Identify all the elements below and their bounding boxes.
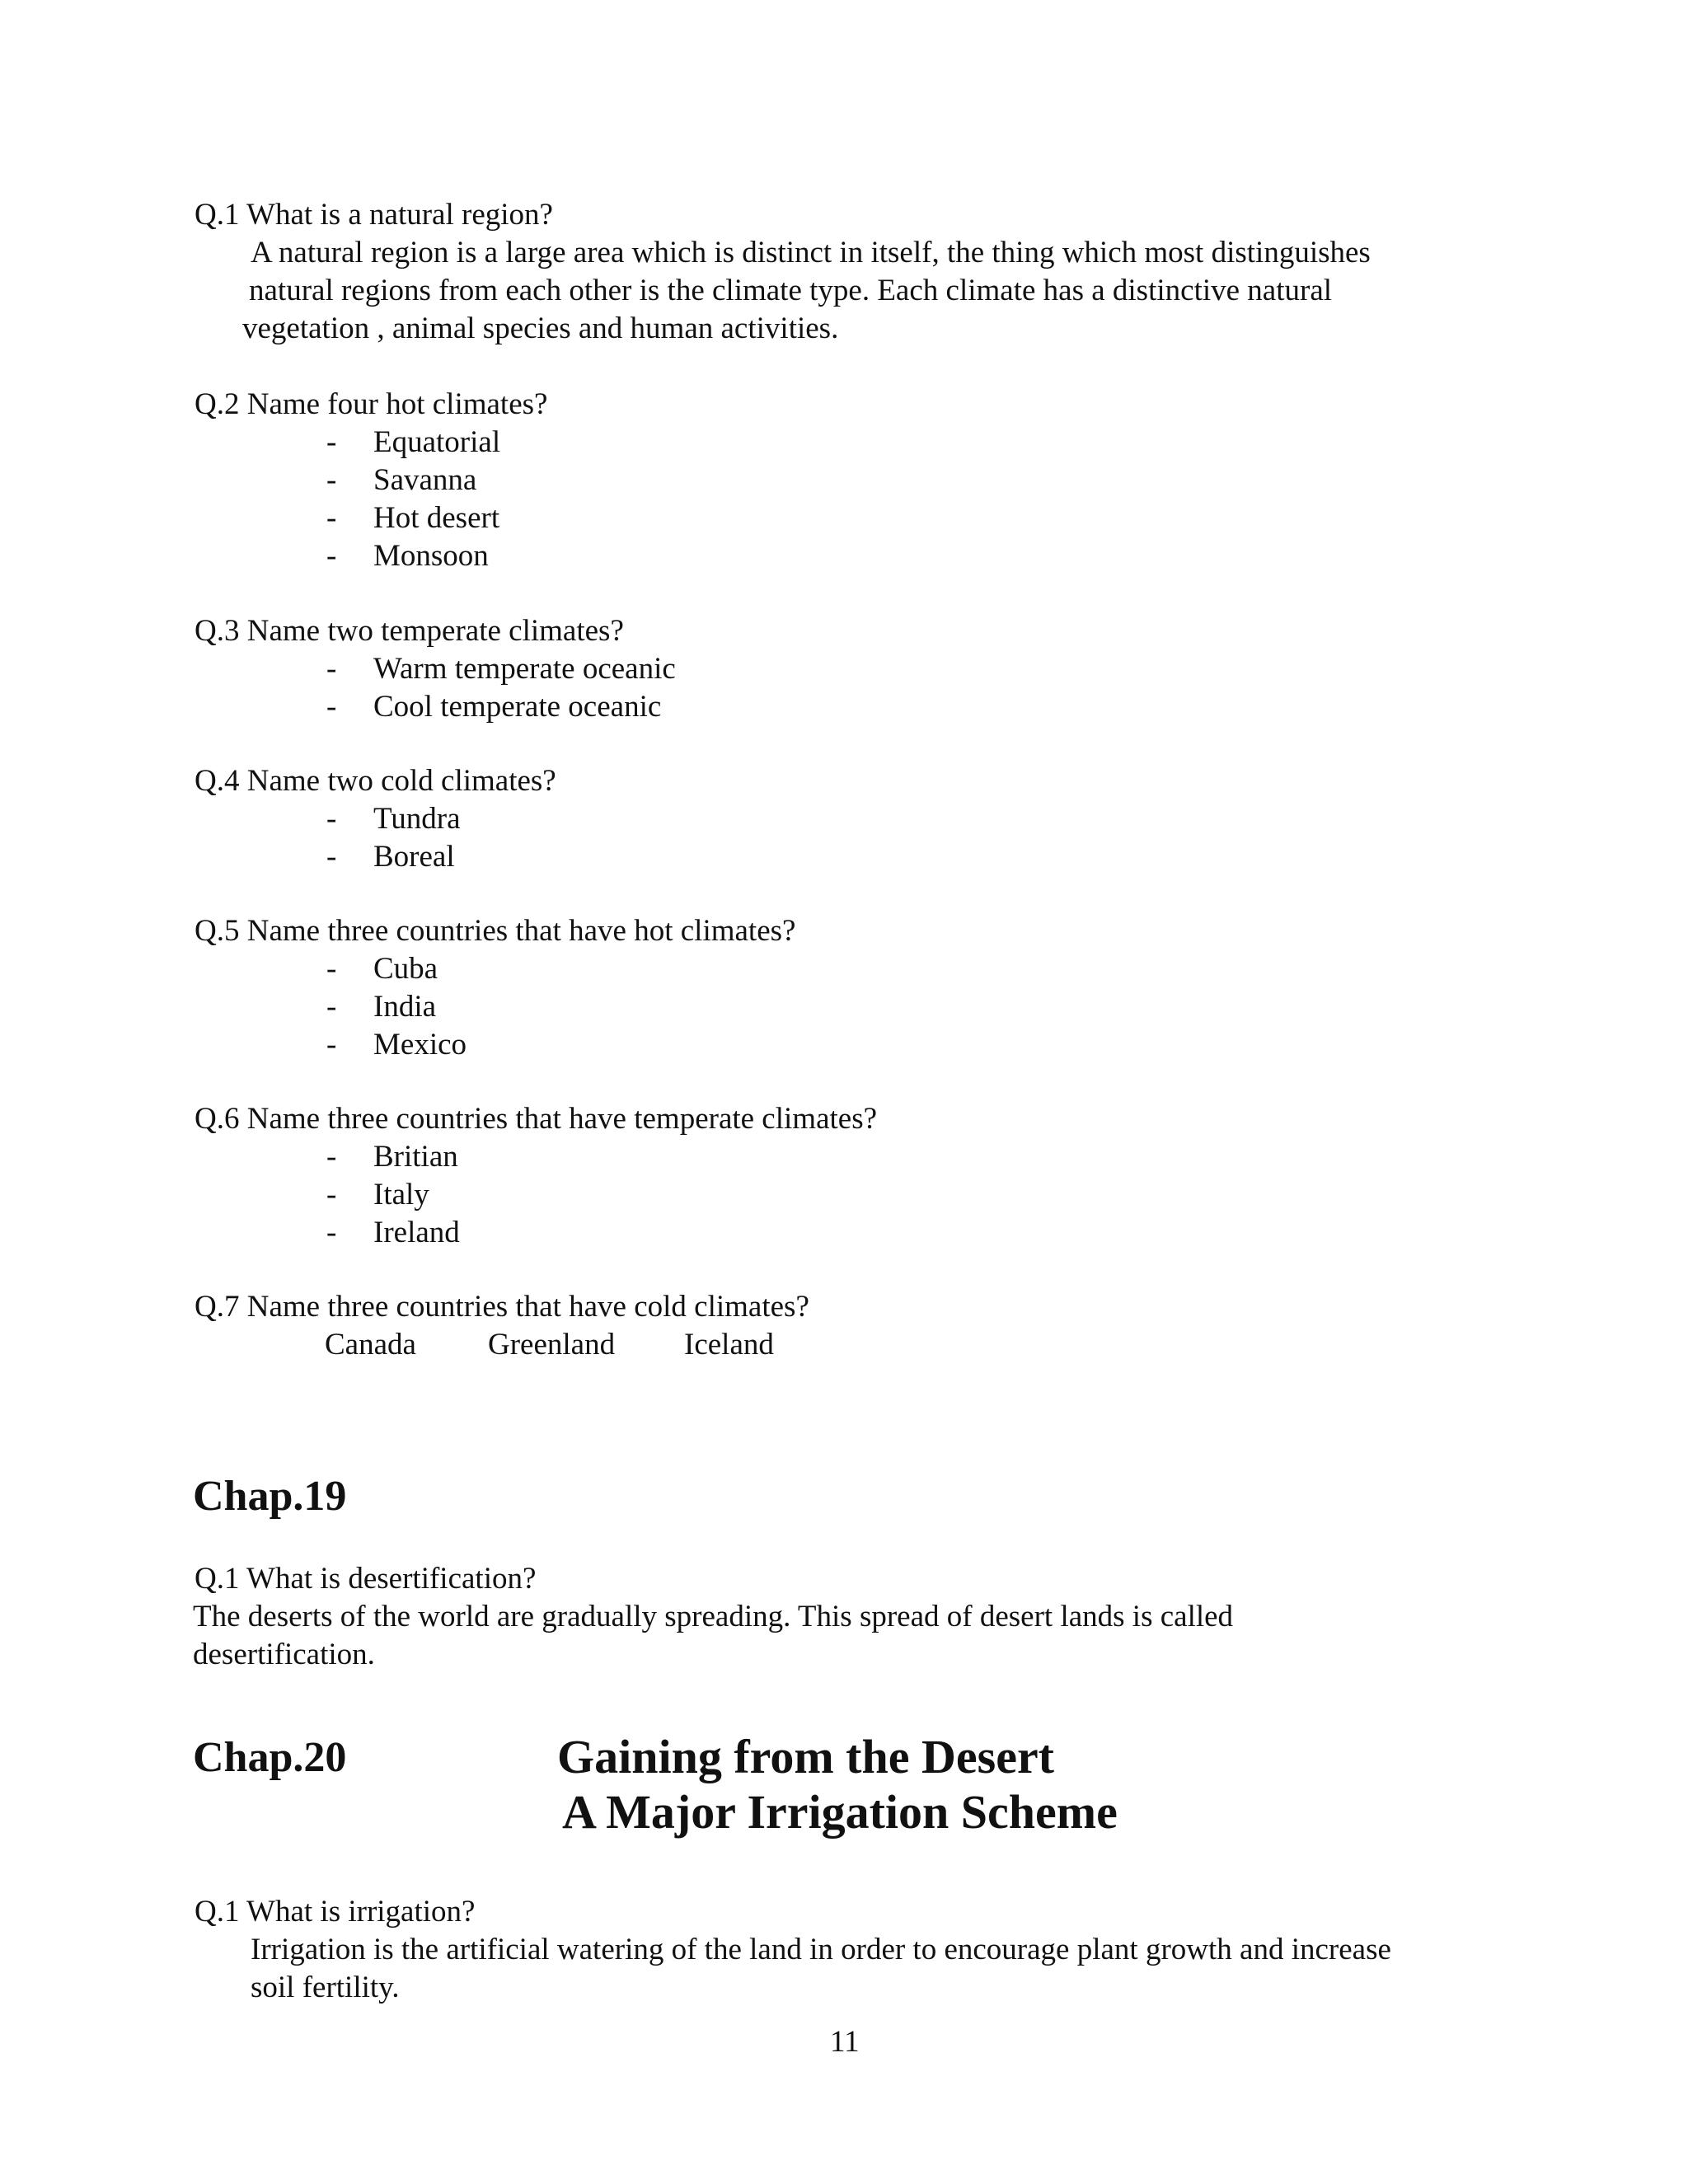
- bullet-dash: -: [326, 1178, 337, 1212]
- list-item: Cool temperate oceanic: [373, 690, 662, 724]
- bullet-dash: -: [326, 690, 337, 724]
- list-item: India: [373, 990, 437, 1024]
- answer-line: The deserts of the world are gradually spreading. This spread of desert lands is called: [193, 1600, 1234, 1633]
- list-item: Iceland: [684, 1328, 774, 1361]
- question-q6: Q.6 Name three countries that have temperate climates?: [195, 1102, 878, 1136]
- page-number: 11: [830, 2025, 860, 2059]
- answer-line: A natural region is a large area which is distinct in itself, the thing which most distinguishes: [251, 236, 1371, 269]
- answer-line: natural regions from each other is the climate type. Each climate has a distinctive natural: [249, 274, 1333, 307]
- bullet-dash: -: [326, 501, 337, 535]
- list-item: Canada: [325, 1328, 416, 1361]
- answer-line: soil fertility.: [251, 1971, 400, 2004]
- bullet-dash: -: [326, 990, 337, 1024]
- list-item: Hot desert: [373, 501, 500, 535]
- list-item: Boreal: [373, 840, 455, 874]
- answer-line: Irrigation is the artificial watering of the land in order to encourage plant growth and increase: [251, 1933, 1391, 1966]
- list-item: Italy: [373, 1178, 429, 1212]
- bullet-dash: -: [326, 840, 337, 874]
- question-q1: Q.1 What is a natural region?: [195, 198, 553, 232]
- bullet-dash: -: [326, 1140, 337, 1174]
- list-item: Warm temperate oceanic: [373, 652, 676, 686]
- question-desertification: Q.1 What is desertification?: [195, 1562, 537, 1596]
- chapter-heading-19: Chap.19: [193, 1473, 347, 1520]
- answer-line: vegetation , animal species and human activities.: [242, 312, 839, 345]
- chapter-title-line-1: Gaining from the Desert: [557, 1730, 1054, 1783]
- list-item: Cuba: [373, 952, 438, 986]
- question-q7: Q.7 Name three countries that have cold climates?: [195, 1290, 809, 1324]
- bullet-dash: -: [326, 539, 337, 573]
- list-item: Tundra: [373, 802, 461, 836]
- question-q5: Q.5 Name three countries that have hot climates?: [195, 914, 796, 948]
- list-item: Monsoon: [373, 539, 489, 573]
- list-item: Mexico: [373, 1028, 467, 1062]
- question-q2: Q.2 Name four hot climates?: [195, 387, 548, 421]
- question-q3: Q.3 Name two temperate climates?: [195, 614, 624, 648]
- bullet-dash: -: [326, 652, 337, 686]
- chapter-heading-20: Chap.20: [193, 1734, 347, 1781]
- bullet-dash: -: [326, 425, 337, 459]
- list-item: Greenland: [488, 1328, 616, 1361]
- question-irrigation: Q.1 What is irrigation?: [195, 1895, 476, 1929]
- bullet-dash: -: [326, 952, 337, 986]
- bullet-dash: -: [326, 802, 337, 836]
- answer-line: desertification.: [193, 1638, 375, 1671]
- bullet-dash: -: [326, 1028, 337, 1062]
- question-q4: Q.4 Name two cold climates?: [195, 764, 556, 798]
- list-item: Equatorial: [373, 425, 501, 459]
- bullet-dash: -: [326, 1216, 337, 1249]
- bullet-dash: -: [326, 463, 337, 497]
- list-item: Savanna: [373, 463, 477, 497]
- chapter-title-line-2: A Major Irrigation Scheme: [562, 1785, 1118, 1839]
- list-item: Britian: [373, 1140, 458, 1174]
- list-item: Ireland: [373, 1216, 460, 1249]
